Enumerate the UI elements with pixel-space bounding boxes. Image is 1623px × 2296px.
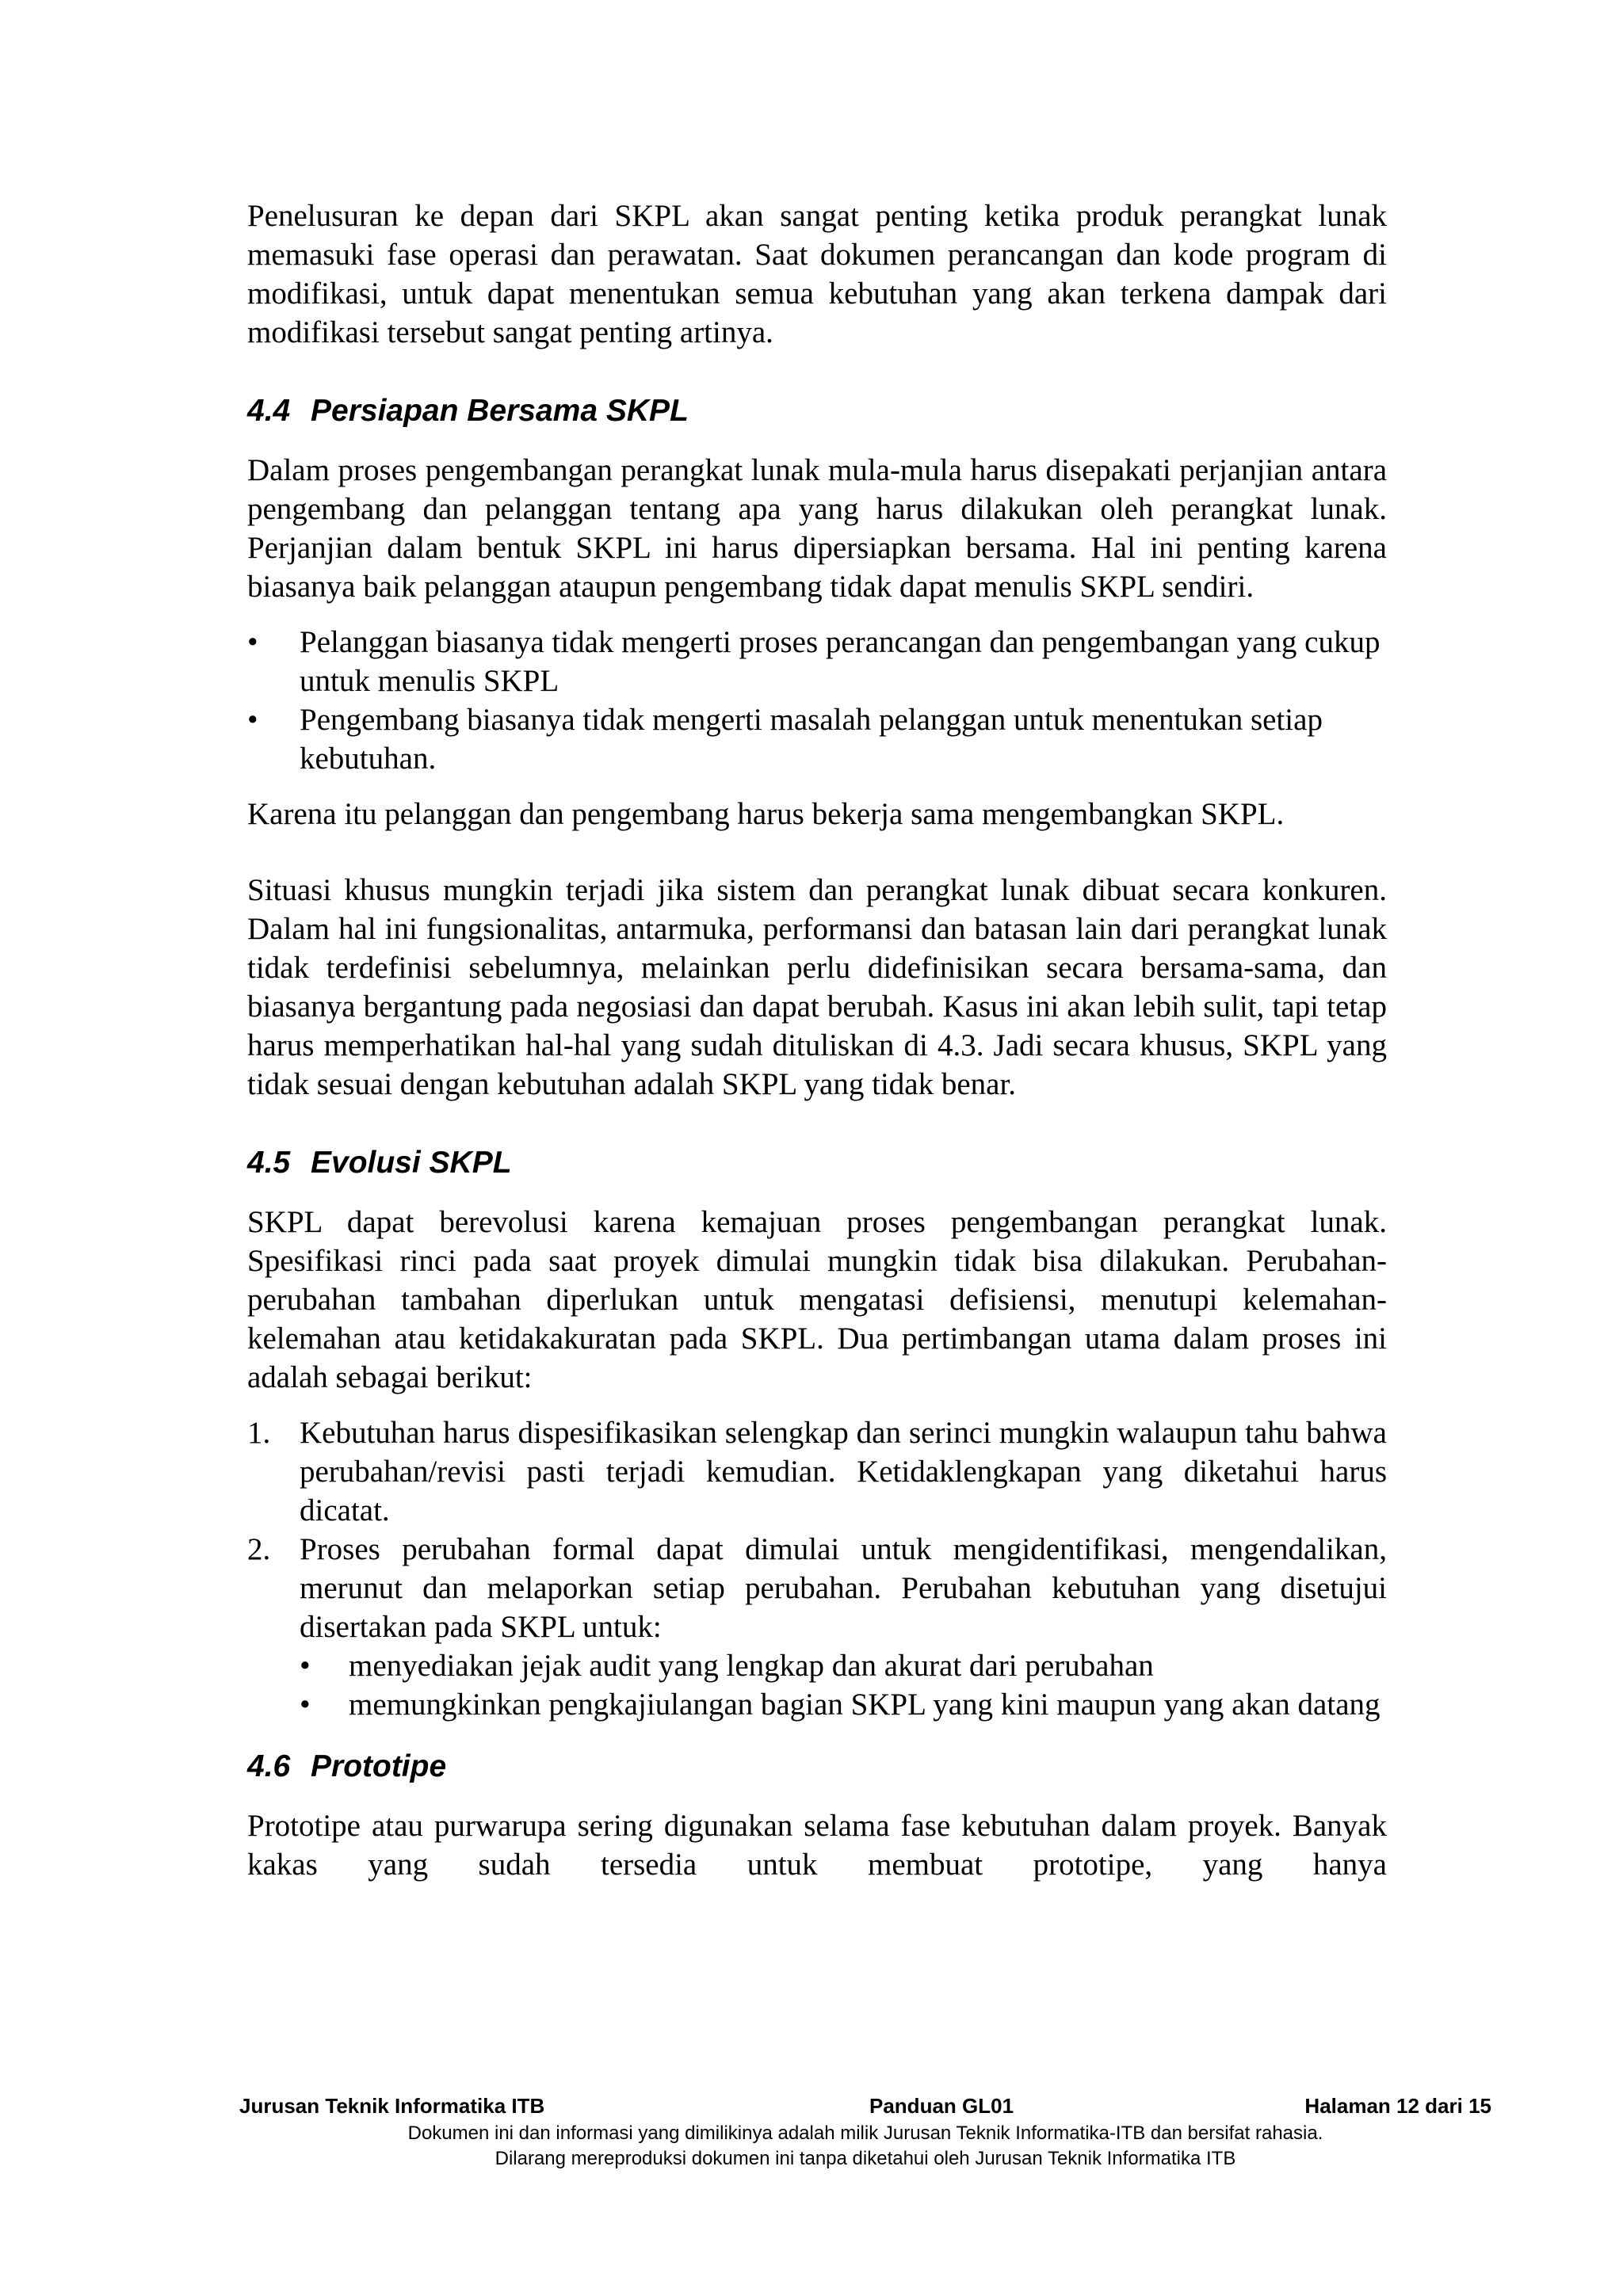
page-content: [247, 196, 1387, 1884]
footer-page-number: Halaman 12 dari 15: [1304, 2094, 1491, 2118]
bullet-marker: •: [247, 703, 258, 737]
list-item-text: Proses perubahan formal dapat dimulai untuk mengidentifikasi, mengendalikan, merunut dan melaporkan setiap perubahan. Perubahan kebutuhan yang disetujui disertakan pada SKPL untuk:: [300, 1532, 1387, 1644]
page-footer: [239, 2094, 1491, 2172]
section-title: Evolusi SKPL: [311, 1146, 512, 1180]
bullet-marker: •: [247, 625, 258, 659]
list-number: 1.: [247, 1416, 271, 1450]
bullet-marker: •: [300, 1649, 311, 1683]
list-item-text: memungkinkan pengkajiulangan bagian SKPL yang kini maupun yang akan datang: [349, 1688, 1381, 1722]
section-heading-4-5: [247, 1143, 1387, 1182]
list-item-text: Pengembang biasanya tidak mengerti masalah pelanggan untuk menentukan setiap kebutuhan.: [300, 703, 1323, 776]
section-title: Prototipe: [311, 1749, 447, 1783]
list-item: [300, 1646, 1387, 1685]
list-item: [247, 700, 1387, 778]
section-heading-4-6: [247, 1747, 1387, 1786]
bullet-list: [247, 623, 1387, 778]
section-title: Persiapan Bersama SKPL: [311, 394, 689, 428]
intro-paragraph: Penelusuran ke depan dari SKPL akan sangat penting ketika produk perangkat lunak memasuki fase operasi dan perawatan. Saat dokumen perancangan dan kode program di modifikasi, untuk dapat menentukan semua kebutuhan yang akan terkena dampak dari modifikasi tersebut sangat penting artinya.: [247, 199, 1387, 349]
list-item: [247, 623, 1387, 700]
list-item: [300, 1685, 1387, 1724]
footer-header-row: [239, 2094, 1491, 2121]
section-4-4-paragraph-1: Dalam proses pengembangan perangkat lunak mula-mula harus disepakati perjanjian antara pengembang dan pelanggan tentang apa yang harus dilakukan oleh perangkat lunak. Perjanjian dalam bentuk SKPL ini harus dipersiapkan bersama. Hal ini penting karena biasanya baik pelanggan ataupun pengembang tidak dapat menulis SKPL sendiri.: [247, 453, 1387, 604]
section-heading-4-4: [247, 391, 1387, 430]
section-4-5-paragraph-1: SKPL dapat berevolusi karena kemajuan proses pengembangan perangkat lunak. Spesifikasi rinci pada saat proyek dimulai mungkin tidak bisa dilakukan. Perubahan-perubahan tambahan diperlukan untuk mengatasi defisiensi, menutupi kelemahan-kelemahan atau ketidakakuratan pada SKPL. Dua pertimbangan utama dalam proses ini adalah sebagai berikut:: [247, 1205, 1387, 1394]
footer-department: Jurusan Teknik Informatika ITB: [239, 2094, 545, 2118]
section-number: 4.6: [247, 1749, 291, 1783]
list-number: 2.: [247, 1532, 271, 1566]
list-item-text: menyediakan jejak audit yang lengkap dan akurat dari perubahan: [349, 1649, 1154, 1683]
section-4-4-paragraph-2: Karena itu pelanggan dan pengembang harus bekerja sama mengembangkan SKPL.: [247, 797, 1285, 831]
footer-reproduction-note: Dilarang mereproduksi dokumen ini tanpa diketahui oleh Jurusan Teknik Informatika ITB: [495, 2148, 1236, 2169]
numbered-list: [247, 1413, 1387, 1724]
bullet-marker: •: [300, 1688, 311, 1722]
list-item: [247, 1413, 1387, 1530]
list-item-text: Pelanggan biasanya tidak mengerti proses perancangan dan pengembangan yang cukup untuk menulis SKPL: [300, 625, 1381, 698]
list-item: [247, 1530, 1387, 1724]
section-number: 4.4: [247, 394, 291, 428]
section-4-6-paragraph-1: Prototipe atau purwarupa sering digunakan selama fase kebutuhan dalam proyek. Banyak kakas yang sudah tersedia untuk membuat prototipe, yang hanya: [247, 1809, 1387, 1882]
footer-confidentiality-note: Dokumen ini dan informasi yang dimilikinya adalah milik Jurusan Teknik Informatika-ITB dan bersifat rahasia.: [407, 2122, 1323, 2144]
footer-document-id: Panduan GL01: [869, 2094, 1014, 2118]
section-number: 4.5: [247, 1146, 291, 1180]
section-4-4-paragraph-3: Situasi khusus mungkin terjadi jika sistem dan perangkat lunak dibuat secara konkuren. Dalam hal ini fungsionalitas, antarmuka, performansi dan batasan lain dari perangkat lunak tidak terdefinisi sebelumnya, melainkan perlu didefinisikan secara bersama-sama, dan biasanya bergantung pada negosiasi dan dapat berubah. Kasus ini akan lebih sulit, tapi tetap harus memperhatikan hal-hal yang sudah dituliskan di 4.3. Jadi secara khusus, SKPL yang tidak sesuai dengan kebutuhan adalah SKPL yang tidak benar.: [247, 873, 1387, 1101]
list-item-text: Kebutuhan harus dispesifikasikan selengkap dan serinci mungkin walaupun tahu bahwa perubahan/revisi pasti terjadi kemudian. Ketidaklengkapan yang diketahui harus dicatat.: [300, 1416, 1387, 1527]
sub-bullet-list: [300, 1646, 1387, 1724]
